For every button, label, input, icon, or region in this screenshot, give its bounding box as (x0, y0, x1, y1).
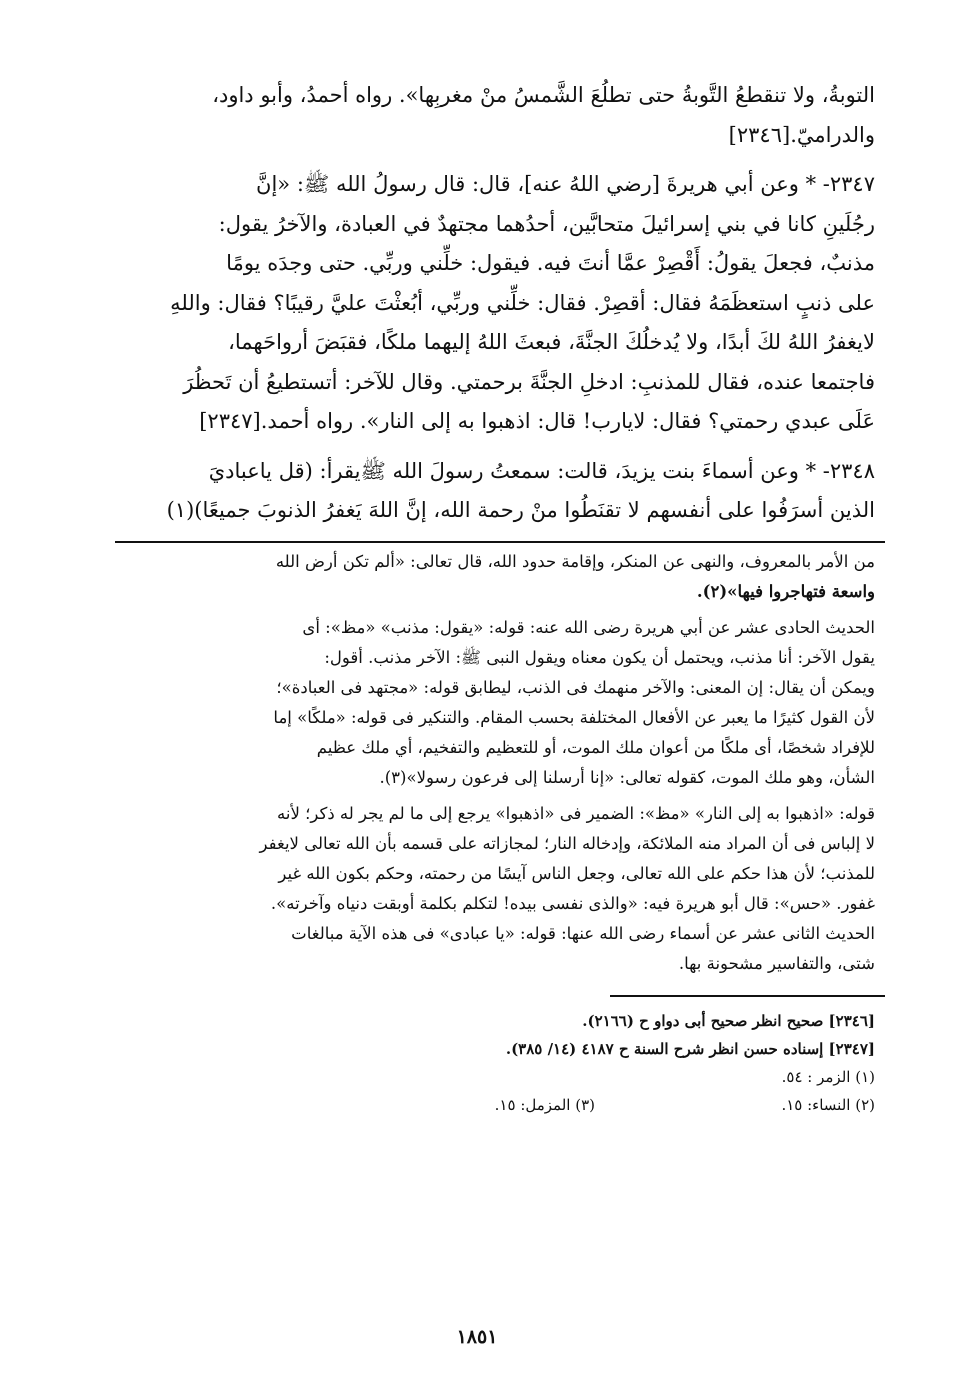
footnote-2: (٢) النساء: ١٥. (781, 1095, 875, 1114)
text-line: من الأمر بالمعروف، والنهى عن المنكر، وإقامة حدود الله، قال تعالى: «ألم تكن أرض الله (275, 551, 875, 571)
commentary-paragraph (115, 613, 875, 793)
text-line: غفور. «حس»: قال أبو هريرة فيه: «والذى نفسى بيده! لتكلم بكلمة أوبقت دنياه وآخرته». (270, 893, 875, 913)
text-line: يقول الآخر: أنا مذنب، ويحتمل أن يكون معناه ويقول النبى ﷺ: الآخر مذنب. أقول: (324, 647, 875, 667)
commentary-paragraph (115, 799, 875, 919)
commentary-paragraph (115, 547, 875, 607)
text-line: قوله: «اذهبوا به إلى النار» «مظ»: الضمير فى «اذهبوا» يرجع إلى ما لم يجر له ذكر؛ لأنه (277, 803, 875, 823)
text-line: واسعة فتهاجروا فيها»(٢). (696, 581, 875, 601)
hadith-2348 (115, 452, 875, 531)
footnote-row (115, 1091, 875, 1119)
footnote-3: (٣) المزمل: ١٥. (494, 1095, 595, 1114)
text-line: عَلَى عبدي رحمتي؟ فقال: لايارب! قال: اذهبوا به إلى النار». رواه أحمد.[٢٣٤٧] (199, 409, 875, 433)
text-line: التوبةُ، ولا تنقطعُ التَّوبةُ حتى تطلُعَ الشَّمسُ منْ مغربِها». رواه أحمدُ، وأبو داود، (212, 83, 875, 107)
commentary-paragraph (115, 919, 875, 979)
text-line: شتى، والتفاسير مشحونة بها. (678, 953, 875, 973)
main-text (115, 76, 875, 531)
footnote-ref-2347: [٢٣٤٧] إسناده حسن انظر شرح السنة ح ٤١٨٧ (١٤/ ٣٨٥). (505, 1039, 875, 1058)
text-line: لايغفرُ اللهُ لكَ أبدًا، ولا يُدخلُكَ الجنَّةَ، فبعثَ اللهُ إليهما ملكًا، فقبَضَ أرواحَهما، (228, 330, 875, 354)
hadith-2347 (115, 165, 875, 442)
text-line: للإفراد شخصًا، أى ملكًا من أعوان ملك الموت، أو للتعظيم والتفخيم، أي ملك عظيم (316, 737, 875, 757)
text-line: مذنبٌ، فجعلَ يقولُ: أَقْصِرْ عمَّا أنتَ فيه. فيقول: خلِّني وربِّي. حتى وجدَه يومًا (226, 251, 875, 275)
commentary (115, 547, 875, 979)
page-number: ١٨٥١ (456, 1326, 498, 1348)
text-line: لأن القول كثيرًا ما يعبر عن الأفعال المختلفة بحسب المقام. والتنكير فى قوله: «ملكًا» إما (273, 707, 875, 727)
main-divider (115, 541, 885, 543)
text-line: والدراميّ.[٢٣٤٦] (728, 122, 875, 147)
text-line: الشأن، وهو ملك الموت، كقوله تعالى: «إنا أرسلنا إلى فرعون رسولا»(٣). (379, 767, 875, 787)
text-line: فاجتمعا عنده، فقال للمذنبِ: ادخلِ الجنَّةَ برحمتي. وقال للآخر: أتستطيعُ أن تَحظُرَ (183, 369, 875, 394)
hadith-2346-ending (115, 76, 875, 155)
text-line: ٢٣٤٨- * وعن أسماءَ بنت يزيدَ، قالت: سمعتُ رسولَ الله ﷺيقرأ: (قل ياعباديَ (208, 458, 875, 483)
text-line: الذين أسرَفُوا على أنفسهم لا تقنَطُوا منْ رحمة الله، إنَّ اللهَ يَغفرُ الذنوبَ جميعًا)(١) (166, 498, 875, 522)
footnote-ref-2346: [٢٣٤٦] صحيح انظر صحيح أبى دواو ح (٢١٦٦). (582, 1011, 875, 1030)
text-line: رجُلَينِ كانا في بني إسرائيلَ متحابَّين، أحدُهما مجتهدٌ في العبادة، والآخرُ يقول: (218, 211, 875, 236)
text-line: ٢٣٤٧- * وعن أبي هريرةَ [رضي اللهُ عنه]، قال: قال رسولُ الله ﷺ: «إنَّ (256, 172, 875, 196)
text-line: لا إلباس فى أن المراد منه الملائكة، وإدخاله النار؛ لمجازاته على قسمه بأن الله تعالى لايغفر (259, 833, 875, 853)
text-line: الحديث الحادى عشر عن أبي هريرة رضى الله عنه: قوله: «يقول: مذنب» «مظ»: أى (302, 617, 875, 637)
footnotes (115, 1007, 875, 1119)
page-body (115, 76, 875, 1119)
text-line: الحديث الثانى عشر عن أسماء رضى الله عنها: قوله: «يا عبادى» فى هذه الآية مبالغات (291, 923, 875, 943)
text-line: ويمكن أن يقال: إن المعنى: والآخر منهمك فى الذنب، ليطابق قوله: «مجتهد فى العبادة»؛ (276, 677, 875, 697)
footnote-divider (610, 995, 885, 997)
text-line: على ذنبٍ استعظَمَهُ فقال: أقصِرْ. فقال: خلِّني وربِّي، أبُعثْتَ عليَّ رقيبًا؟ فقال: واللهِ (170, 290, 875, 315)
footnote-1: (١) الزمر : ٥٤. (781, 1067, 875, 1086)
text-line: للمذنب؛ لأن هذا حكم على الله تعالى، وجعل الناس آيسًا من رحمته، وحكم بكون الله غير (278, 863, 875, 883)
